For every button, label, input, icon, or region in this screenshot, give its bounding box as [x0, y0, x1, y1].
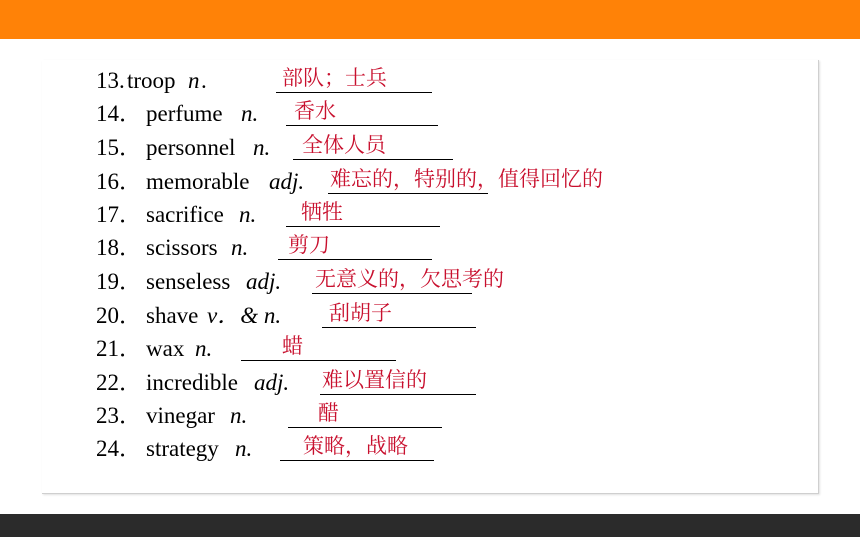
- answer-text: 香水: [294, 99, 336, 123]
- part-of-speech: n.: [230, 403, 248, 428]
- answer-text: 蜡: [282, 334, 303, 358]
- item-number: 17．: [96, 202, 142, 227]
- part-of-speech: n.: [253, 135, 271, 160]
- answer-blank: [241, 360, 396, 361]
- answer-text: 部队；士兵: [282, 66, 387, 90]
- item-number: 22．: [96, 370, 142, 395]
- part-of-speech: adj.: [254, 370, 290, 395]
- item-number: 19．: [96, 269, 142, 294]
- vocab-word: troop: [127, 68, 176, 93]
- part-of-speech: n.: [241, 101, 259, 126]
- pos-period: .: [201, 68, 207, 93]
- answer-text: 牺牲: [301, 200, 343, 224]
- vocab-word: personnel: [146, 135, 236, 160]
- answer-text: 剪刀: [288, 233, 330, 257]
- answer-blank: [286, 125, 438, 126]
- vocab-word: strategy: [146, 436, 219, 461]
- item-number: 18．: [96, 235, 142, 260]
- part-of-speech: n.: [231, 235, 249, 260]
- answer-text: 难忘的，特别的，值得回忆的: [330, 167, 603, 191]
- part-of-speech: adj.: [269, 169, 305, 194]
- answer-blank: [328, 193, 488, 194]
- vocab-word: incredible: [146, 370, 238, 395]
- answer-text: 难以置信的: [322, 368, 427, 392]
- vocab-word: shave: [146, 303, 199, 328]
- vocab-word: perfume: [146, 101, 223, 126]
- bottom-bar: [0, 514, 860, 537]
- part-of-speech: n.: [195, 336, 213, 361]
- part-of-speech: n: [188, 68, 200, 93]
- answer-text: 无意义的，欠思考的: [315, 267, 504, 291]
- item-number: 20．: [96, 303, 142, 328]
- item-number: 14．: [96, 101, 142, 126]
- answer-text: 醋: [318, 401, 339, 425]
- vocab-word: vinegar: [146, 403, 215, 428]
- answer-blank: [293, 159, 453, 160]
- vocab-row-14: [96, 97, 796, 127]
- answer-blank: [276, 92, 432, 93]
- item-number: 15．: [96, 135, 142, 160]
- vocab-word: senseless: [146, 269, 231, 294]
- vocab-word: wax: [146, 336, 185, 361]
- part-of-speech: adj.: [246, 269, 282, 294]
- vocab-row-13: [96, 64, 796, 94]
- vocab-word: scissors: [146, 235, 218, 260]
- item-number: 13.: [96, 68, 125, 93]
- vocab-row-18: [96, 231, 796, 261]
- vocab-word: sacrifice: [146, 202, 224, 227]
- vocab-row-15: [96, 131, 796, 161]
- answer-blank: [278, 259, 432, 260]
- answer-blank: [322, 327, 476, 328]
- item-number: 23．: [96, 403, 142, 428]
- vocab-row-21: [96, 332, 796, 362]
- item-number: 21．: [96, 336, 142, 361]
- vocab-row-23: [96, 399, 796, 429]
- answer-blank: [320, 394, 476, 395]
- item-number: 16．: [96, 169, 142, 194]
- answer-text: 刮胡子: [329, 301, 392, 325]
- vocab-row-22: [96, 366, 796, 396]
- answer-blank: [288, 427, 442, 428]
- vocab-row-16: [96, 165, 796, 195]
- item-number: 24．: [96, 436, 142, 461]
- vocab-word: memorable: [146, 169, 250, 194]
- vocab-row-17: [96, 198, 796, 228]
- top-accent-bar: [0, 0, 860, 39]
- part-of-speech: v．& n.: [207, 303, 282, 328]
- vocab-row-20: [96, 299, 796, 329]
- answer-text: 策略，战略: [303, 434, 408, 458]
- vocab-row-19: [96, 265, 796, 295]
- answer-blank: [312, 293, 472, 294]
- answer-blank: [286, 226, 440, 227]
- answer-text: 全体人员: [302, 133, 386, 157]
- vocab-row-24: [96, 432, 796, 462]
- answer-blank: [280, 460, 434, 461]
- part-of-speech: n.: [239, 202, 257, 227]
- part-of-speech: n.: [235, 436, 253, 461]
